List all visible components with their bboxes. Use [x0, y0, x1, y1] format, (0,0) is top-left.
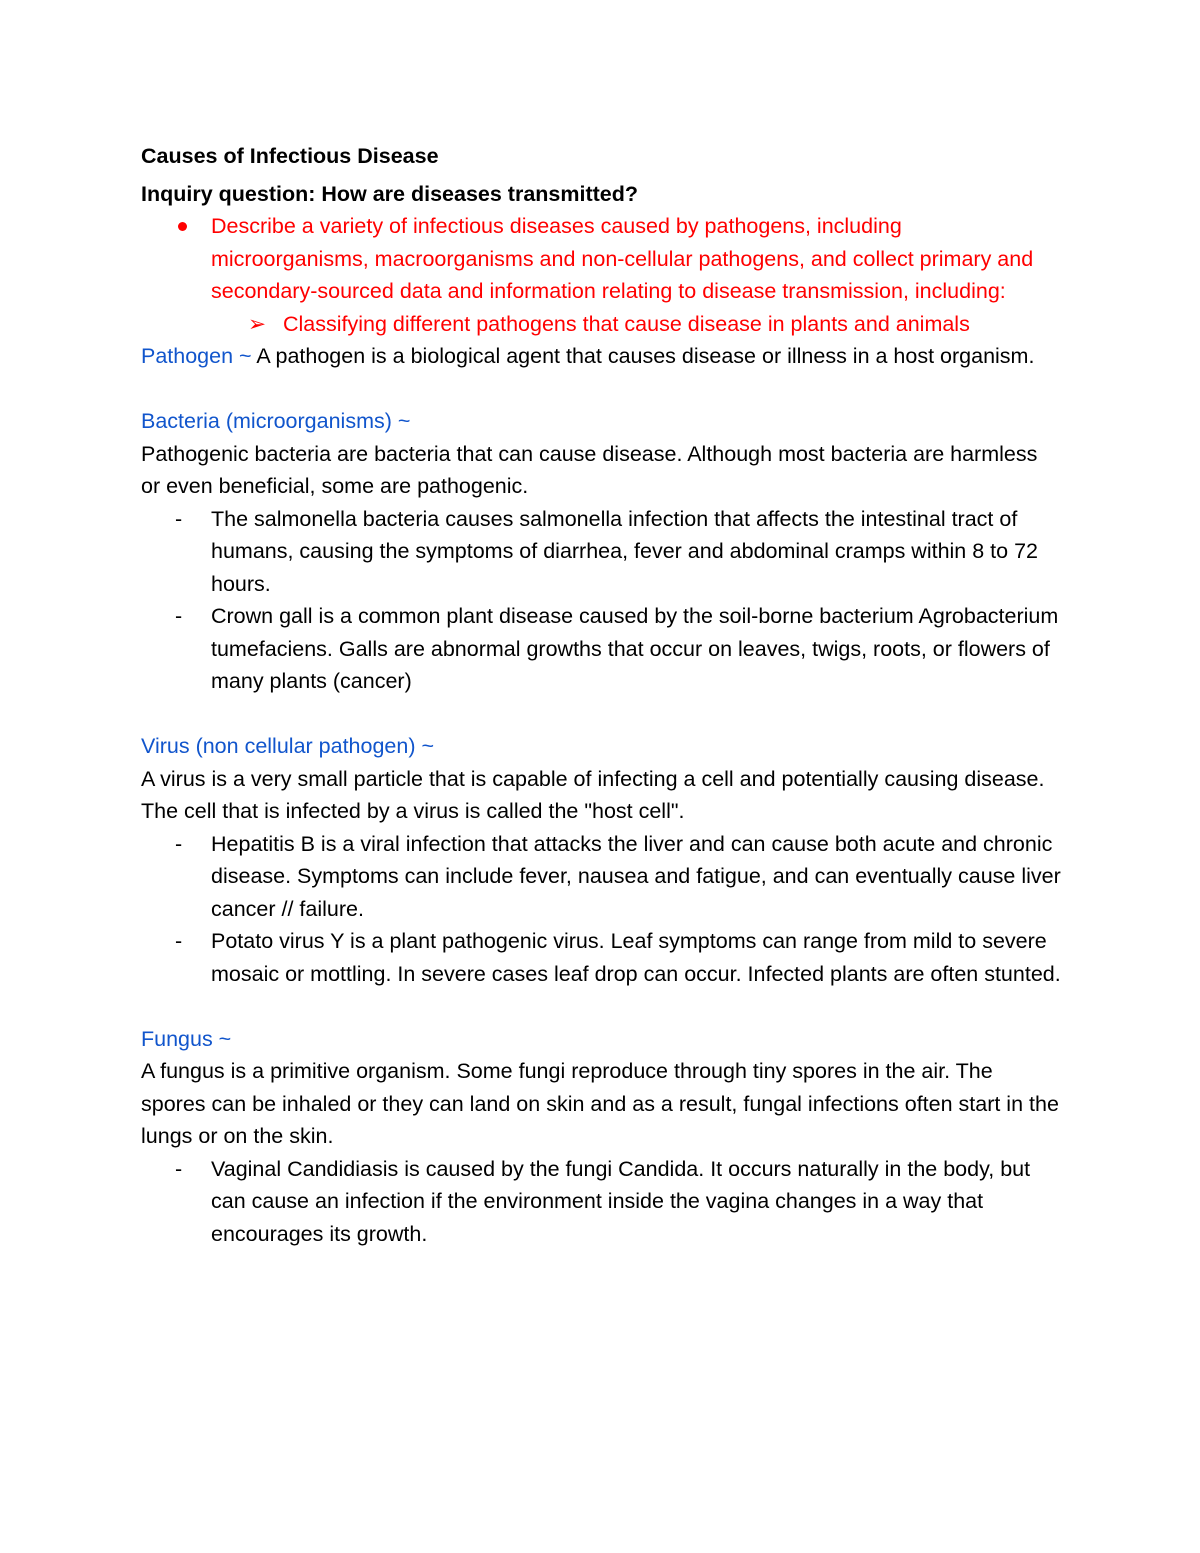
bacteria-point-salmonella: The salmonella bacteria causes salmonella infection that affects the intestinal tract of humans, causing the symptoms of diarrhea, fever and abdominal cramps within 8 to 72 hours.: [211, 506, 1038, 596]
bacteria-heading: Bacteria (microorganisms) ~: [141, 409, 411, 433]
arrow-bullet-icon: ➢: [248, 311, 267, 336]
syllabus-outcome-text: Describe a variety of infectious diseases caused by pathogens, including microorganisms, macroorganisms and non-cellular pathogens, and collect primary and secondary-sourced data and information relating to disease transmission, including:: [211, 214, 1034, 303]
dash-bullet: -: [175, 831, 183, 856]
list-item: [141, 1153, 1061, 1251]
pathogen-text: A pathogen is a biological agent that causes disease or illness in a host organism.: [251, 344, 1035, 368]
virus-intro: A virus is a very small particle that is capable of infecting a cell and potentially causing disease. The cell that is infected by a virus is called the "host cell".: [141, 766, 1045, 823]
list-item: [141, 925, 1061, 990]
pathogen-definition: [141, 340, 1061, 373]
list-item: [141, 828, 1061, 926]
syllabus-outcome: [141, 210, 1061, 308]
inquiry-question: Inquiry question: How are diseases transmitted?: [141, 182, 638, 206]
dash-bullet: -: [175, 929, 183, 953]
dash-bullet: -: [175, 604, 183, 628]
bacteria-intro: Pathogenic bacteria are bacteria that can cause disease. Although most bacteria are harmless or even beneficial, some are pathogenic.: [141, 441, 1038, 498]
syllabus-sub-outcome-text: Classifying different pathogens that cause disease in plants and animals: [283, 311, 970, 336]
fungus-point-candidiasis: Vaginal Candidiasis is caused by the fungi Candida. It occurs naturally in the body, but can cause an infection if the environment inside the vagina changes in a way that encourages its growth.: [211, 1156, 1031, 1246]
fungus-heading: Fungus ~: [141, 1026, 232, 1051]
pathogen-label: Pathogen ~: [141, 344, 252, 368]
virus-heading: Virus (non cellular pathogen) ~: [141, 734, 435, 758]
bacteria-point-crown-gall: Crown gall is a common plant disease caused by the soil-borne bacterium Agrobacterium tumefaciens. Galls are abnormal growths that occur on leaves, twigs, roots, or flowers of many plants (cancer): [211, 604, 1059, 693]
document-body: [141, 140, 1061, 1250]
dash-bullet: -: [175, 506, 183, 531]
list-item: [141, 503, 1061, 601]
bullet-dot-icon: [178, 222, 187, 231]
document-title: Causes of Infectious Disease: [141, 144, 439, 168]
list-item: [141, 600, 1061, 698]
virus-point-hepatitis-b: Hepatitis B is a viral infection that attacks the liver and can cause both acute and chronic disease. Symptoms can include fever, nausea and fatigue, and can eventually cause liver cancer // failure.: [211, 831, 1061, 921]
fungus-intro: A fungus is a primitive organism. Some fungi reproduce through tiny spores in the air. The spores can be inhaled or they can land on skin and as a result, fungal infections often start in the lungs or on the skin.: [141, 1059, 1059, 1148]
dash-bullet: -: [175, 1156, 183, 1181]
virus-point-potato-virus-y: Potato virus Y is a plant pathogenic virus. Leaf symptoms can range from mild to severe mosaic or mottling. In severe cases leaf drop can occur. Infected plants are often stunted.: [211, 929, 1061, 986]
syllabus-sub-outcome: [141, 308, 1061, 341]
